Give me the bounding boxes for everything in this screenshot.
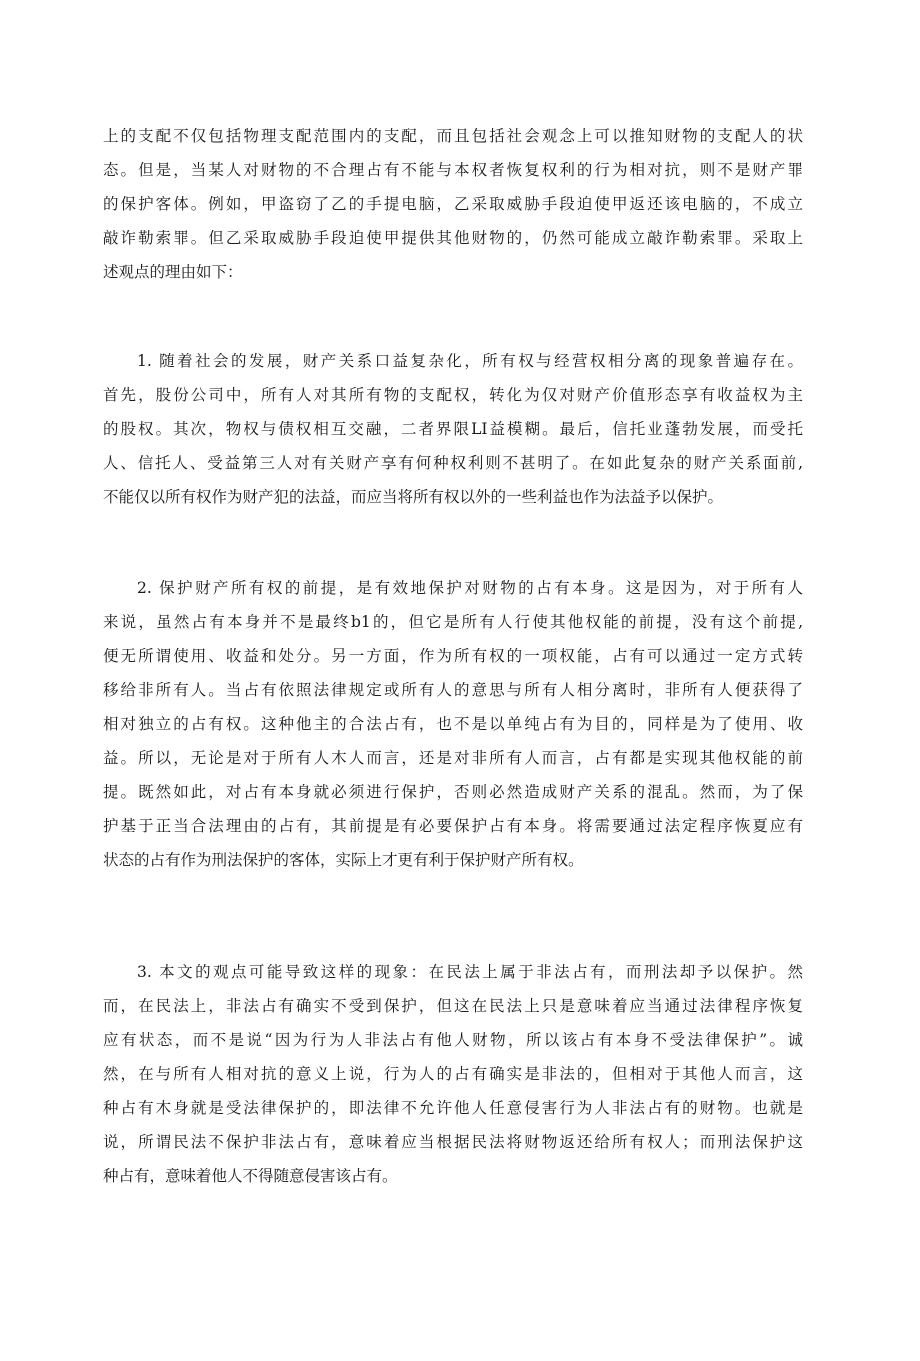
text-line: 而，在民法上，非法占有确实不受到保护，但这在民法上只是意味着应当通过法律程序恢复 bbox=[103, 997, 803, 1015]
text-line: 1. 随着社会的发展，财产关系口益复杂化，所有权与经营权相分离的现象普遍存在。 bbox=[137, 352, 803, 370]
text-line: 移给非所有人。当占有依照法律规定或所有人的意思与所有人相分离时，非所有人便获得了 bbox=[103, 681, 803, 699]
text-line: 然，在与所有人相对抗的意义上说，行为人的占有确实是非法的，但相对于其他人而言，这 bbox=[103, 1065, 803, 1083]
text-line: 述观点的理由如下： bbox=[103, 263, 243, 281]
text-line: 种占有，意味着他人不得随意侵害该占有。 bbox=[103, 1167, 398, 1185]
paragraph-reason-1 bbox=[103, 344, 803, 514]
text-line: 敲诈勒索罪。但乙采取威胁手段迫使甲提供其他财物的，仍然可能成立敲诈勒索罪。采取上 bbox=[103, 229, 803, 247]
text-line: 的股权。其次，物权与债权相互交融，二者界限LI益模糊。最后，信托业蓬勃发展，而受托 bbox=[103, 420, 803, 438]
text-line: 2. 保护财产所有权的前提，是有效地保护对财物的占有本身。这是因为，对于所有人 bbox=[137, 579, 803, 597]
text-line: 应有状态，而不是说“因为行为人非法占有他人财物，所以该占有本身不受法律保护”。诚 bbox=[103, 1031, 803, 1049]
text-line: 不能仅以所有权作为财产犯的法益，而应当将所有权以外的一些利益也作为法益予以保护。 bbox=[103, 488, 724, 506]
text-line: 相对独立的占有权。这种他主的合法占有，也不是以单纯占有为目的，同样是为了使用、收 bbox=[103, 715, 803, 733]
text-line: 护基于正当合法理由的占有，其前提是有必要保护占有本身。将需要通过法定程序恢夏应有 bbox=[103, 817, 803, 835]
paragraph-reason-3 bbox=[103, 955, 803, 1193]
text-line: 3. 本文的观点可能导致这样的现象：在民法上属于非法占有，而刑法却予以保护。然 bbox=[137, 963, 803, 981]
text-line: 说，所谓民法不保护非法占有，意味着应当根据民法将财物返还给所有权人；而刑法保护这 bbox=[103, 1133, 803, 1151]
text-line: 便无所谓使用、收益和处分。另一方面，作为所有权的一项权能，占有可以通过一定方式转 bbox=[103, 647, 803, 665]
text-line: 首先，股份公司中，所有人对其所有物的支配权，转化为仅对财产价值形态享有收益权为主 bbox=[103, 386, 803, 404]
text-line: 提。既然如此，对占有本身就必须进行保护，否则必然造成财产关系的混乱。然而，为了保 bbox=[103, 783, 803, 801]
paragraph-intro bbox=[103, 119, 803, 289]
text-line: 状态的占有作为刑法保护的客体，实际上才更有利于保护财产所有权。 bbox=[103, 851, 584, 869]
text-line: 人、信托人、受益第三人对有关财产享有何种权利则不甚明了。在如此复杂的财产关系面前, bbox=[103, 454, 803, 472]
text-line: 益。所以，无论是对于所有人木人而言，还是对非所有人而言，占有都是实现其他权能的前 bbox=[103, 749, 803, 767]
paragraph-reason-2 bbox=[103, 571, 803, 877]
text-line: 态。但是，当某人对财物的不合理占有不能与本权者恢复权利的行为相对抗，则不是财产罪 bbox=[103, 161, 803, 179]
text-line: 上的支配不仅包括物理支配范围内的支配，而且包括社会观念上可以推知财物的支配人的状 bbox=[103, 127, 803, 145]
text-line: 种占有木身就是受法律保护的，即法律不允许他人任意侵害行为人非法占有的财物。也就是 bbox=[103, 1099, 803, 1117]
text-line: 的保护客体。例如，甲盗窃了乙的手提电脑，乙采取威胁手段迫使甲返还该电脑的，不成立 bbox=[103, 195, 803, 213]
text-line: 来说，虽然占有本身并不是最终b1的，但它是所有人行使其他权能的前提，没有这个前提, bbox=[103, 613, 803, 631]
